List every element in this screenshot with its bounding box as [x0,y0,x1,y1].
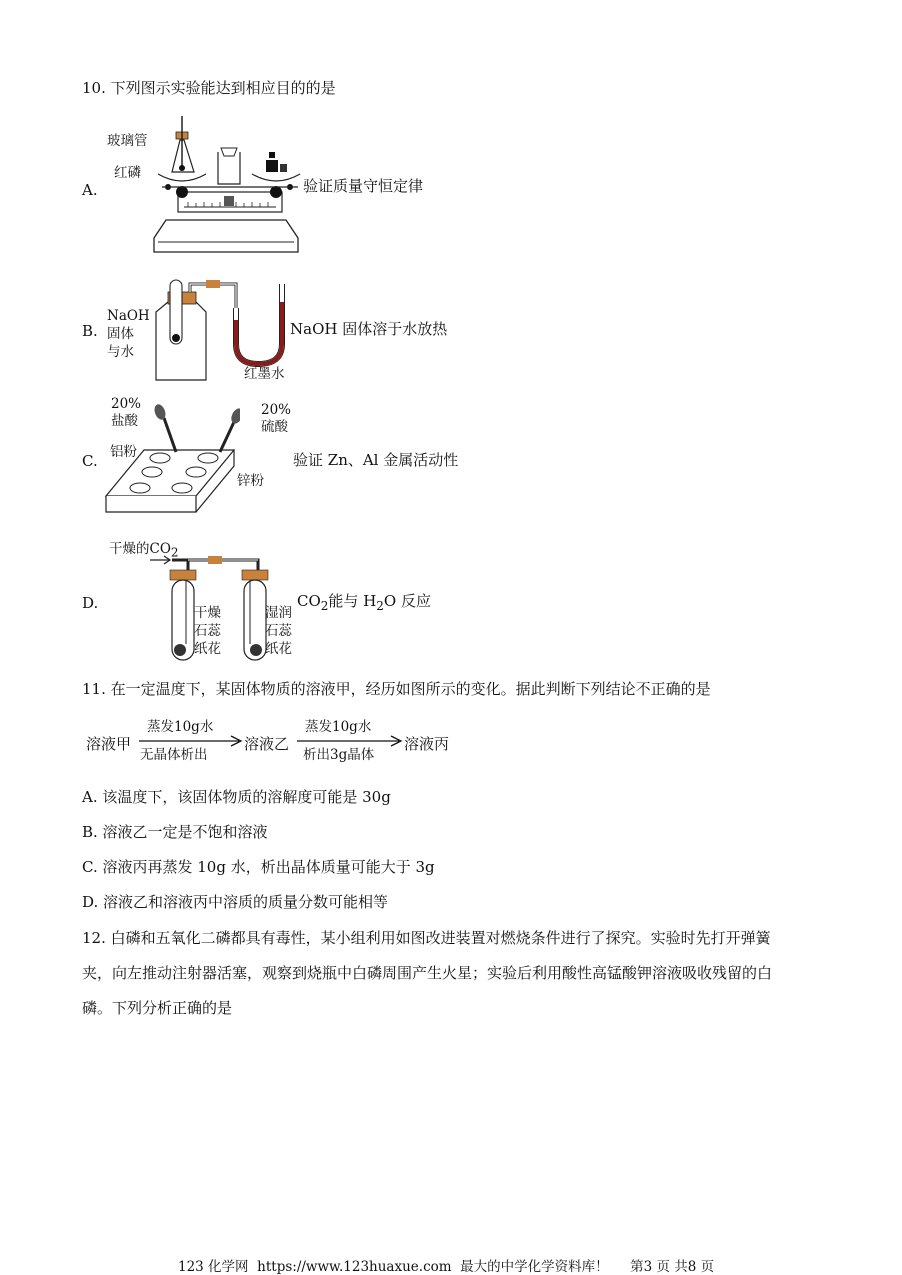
label-red-ink: 红墨水 [244,366,285,382]
q10-option-d-letter: D. [82,594,99,612]
balance-apparatus-figure [148,112,304,262]
flow-solution-a: 溶液甲 [86,735,132,753]
label-solid: 固体 [107,326,134,342]
label-dry-3: 纸花 [194,641,221,657]
q11-option-a: A. 该温度下，该固体物质的溶解度可能是 30g [82,788,391,806]
label-h2so4-percent: 20% [261,402,292,418]
label-zn-powder: 锌粉 [237,473,264,489]
label-naoh: NaOH [107,308,150,324]
q10-option-d-caption: $CO_2$能与 $H_2O$ 反应 [297,592,431,613]
q11-option-c: C. 溶液丙再蒸发 10g 水，析出晶体质量可能大于 3g [82,858,435,876]
q12-line-2: 夹，向左推动注射器活塞，观察到烧瓶中白磷周围产生火星；实验后利用酸性高锰酸钾溶液吸收残留的白 [82,964,773,982]
label-dry-1: 干燥 [194,605,221,621]
footer-url[interactable]: https://www.123huaxue.com [257,1259,452,1275]
footer-site: 123 化学网 [178,1259,249,1275]
q10-option-b-caption: NaOH 固体溶于水放热 [290,320,448,338]
label-wet-3: 纸花 [265,641,292,657]
q10-option-a-caption: 验证质量守恒定律 [303,177,424,195]
q11-option-d: D. 溶液乙和溶液丙中溶质的质量分数可能相等 [82,893,389,911]
label-glass-tube: 玻璃管 [107,133,148,149]
label-dry-co2: 干燥的$CO_2$ [109,541,179,560]
page-footer [178,1255,714,1275]
label-al-powder: 铝粉 [110,444,137,460]
label-hcl-percent: 20% [111,396,142,412]
flow-arrow2-bottom: 析出3g晶体 [303,747,375,763]
q10-stem: 10. 下列图示实验能达到相应目的的是 [82,79,336,97]
footer-page-number: 第3 页 共8 页 [630,1259,715,1275]
flow-arrow1-bottom: 无晶体析出 [140,747,208,763]
q10-option-a-letter: A. [82,181,98,199]
q10-option-c-caption: 验证 Zn、Al 金属活动性 [293,451,459,469]
label-red-phosphorus: 红磷 [114,165,141,181]
flow-arrow-1 [139,734,243,748]
label-hcl: 盐酸 [111,413,138,429]
label-h2so4: 硫酸 [261,419,288,435]
label-and-water: 与水 [107,344,134,360]
footer-slogan: 最大的中学化学资料库！ [460,1259,609,1275]
q10-option-b-letter: B. [82,322,98,340]
flow-arrow1-top: 蒸发10g水 [147,719,214,735]
flow-arrow-2 [297,734,403,748]
q12-line-3: 磷。下列分析正确的是 [82,999,233,1017]
flow-solution-b: 溶液乙 [244,735,290,753]
flow-solution-c: 溶液丙 [404,735,450,753]
spot-plate-figure [104,400,240,528]
q11-option-b: B. 溶液乙一定是不饱和溶液 [82,823,268,841]
label-wet-1: 湿润 [265,605,292,621]
flow-arrow2-top: 蒸发10g水 [305,719,372,735]
q12-line-1: 12. 白磷和五氧化二磷都具有毒性，某小组利用如图改进装置对燃烧条件进行了探究。实验时先打开弹簧 [82,929,771,947]
q10-option-c-letter: C. [82,452,98,470]
q11-stem: 11. 在一定温度下，某固体物质的溶液甲，经历如图所示的变化。据此判断下列结论不正确的是 [82,680,711,698]
label-wet-2: 石蕊 [265,623,292,639]
label-dry-2: 石蕊 [194,623,221,639]
